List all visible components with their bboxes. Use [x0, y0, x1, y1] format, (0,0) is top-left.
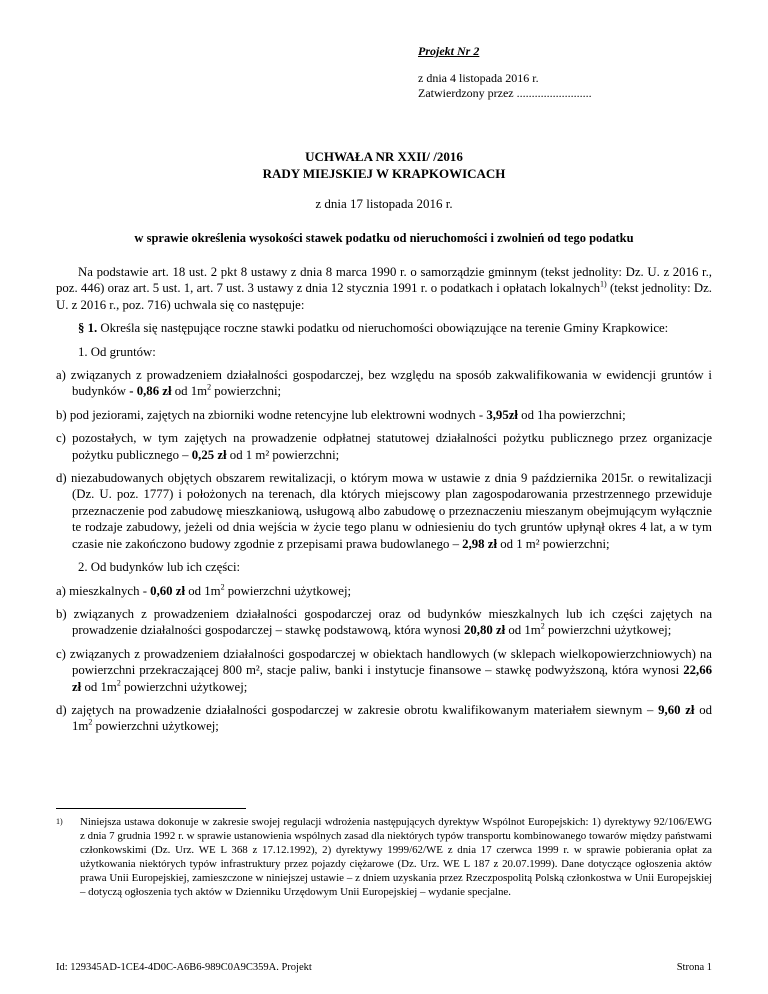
list-item: [56, 470, 712, 552]
item-text: od 1m: [72, 702, 712, 734]
item-text: b) pod jeziorami, zajętych na zbiorniki wodne retencyjne lub elektrowni wodnych -: [56, 407, 487, 422]
section-2-heading: 2. Od budynków lub ich części:: [78, 560, 241, 575]
preamble-text-b: (tekst jednolity: Dz. U. z 2016 r., poz. 716) uchwala się co następuje:: [56, 281, 713, 312]
item-text: powierzchni użytkowej;: [224, 583, 352, 598]
section-1-heading: 1. Od gruntów:: [78, 344, 156, 359]
item-text: powierzchni użytkowej;: [92, 719, 219, 734]
paragraph-label: § 1.: [78, 321, 98, 336]
document-body: [56, 264, 712, 742]
item-text: od 1m: [81, 679, 117, 694]
preamble: [56, 264, 712, 313]
rate-value: 2,98 zł: [462, 536, 498, 551]
footnote-ref: 1): [600, 280, 607, 290]
item-text: a) mieszkalnych -: [56, 583, 151, 598]
resolution-title: [0, 148, 768, 182]
list-item: [56, 583, 712, 599]
rate-value: 3,95zł: [486, 407, 518, 422]
unit-exponent: 2: [540, 622, 545, 632]
item-text: a) związanych z prowadzeniem działalności gospodarczej, bez względu na sposób zakwalifikowania w ewidencji gruntów i budynków: [56, 368, 712, 399]
item-text: powierzchni;: [211, 384, 282, 399]
list-item: [56, 367, 712, 400]
list-item: [56, 407, 712, 423]
item-text: b) związanych z prowadzeniem działalności gospodarczej oraz od budynków mieszkalnych lub ich części zajętych na prowadzenie działalności gospodarczej – stawkę podstawową, która wynosi: [56, 606, 712, 638]
item-text: d) niezabudowanych objętych obszarem rewitalizacji, o którym mowa w ustawie z dnia 9 października 2015r. o rewitalizacji (Dz. U. poz. 1777) i położonych na terenach, dla których miejscowy plan zagospodarowania przestrzennego przewiduje przeznaczenie pod zabudowę mieszkaniową, usługową albo zabudowę o przeznaczeniu mieszanym obejmującym wyłącznie te rodzaje zabudowy, jeżeli od dnia wejścia w życie tego planu w odniesieniu do tych gruntów upłynął okres 4 lat, a w tym czasie nie zakończono budowy zgodnie z przepisami prawa budowlanego –: [56, 471, 712, 551]
list-item: [56, 606, 712, 639]
unit-exponent: 2: [88, 718, 93, 728]
footnote: [56, 815, 712, 899]
list-item: [56, 702, 712, 735]
item-text: od 1m: [171, 384, 208, 399]
item-text: c) związanych z prowadzeniem działalności gospodarczej w obiektach handlowych (w sklepach wielkopowierzchniowych) na powierzchni przekraczającej 800 m², stacje paliw, banki i instytucje finansowe – stawkę podwyższoną, która wynosi: [56, 646, 712, 678]
document-id: Id: 129345AD-1CE4-4D0C-A6B6-989C0A9C359A. Projekt: [56, 962, 312, 973]
footnote-text: Niniejsza ustawa dokonuje w zakresie swojej regulacji wdrożenia następujących dyrektyw Wspólnot Europejskich: 1) dyrektywy 92/106/EWG z dnia 7 grudnia 1992 r. w sprawie ustanowienia wspólnych zasad dla niektórych typów transportu kombinowanego towarów między państwami członkowskimi (Dz. Urz. WE L 368 z 17.12.1992), 2) dyrektywy 1999/62/WE z dnia 17 czerwca 1999 r. w sprawie pobierania opłat za użytkowania niektórych typów infrastruktury przez pojazdy ciężarowe (Dz. Urz. WE L 187 z 20.07.1999). Dane dotyczące ogłoszenia aktów prawa Unii Europejskiej, zamieszczone w niniejszej ustawie – z dniem uzyskania przez Rzeczpospolitą Polską członkostwa w Unii Europejskiej – dotyczą ogłoszenia tych aktów w Dzienniku Urzędowym Unii Europejskiej – wydanie specjalne.: [80, 816, 712, 898]
item-text: od 1 m² powierzchni;: [497, 536, 610, 551]
rate-value: 9,60 zł: [658, 702, 695, 717]
item-text: od 1ha powierzchni;: [517, 407, 626, 422]
item-text: powierzchni użytkowej;: [120, 679, 248, 694]
project-date: z dnia 4 listopada 2016 r.: [418, 71, 539, 85]
paragraph-1: [56, 320, 712, 336]
rate-value: 0,25 zł: [191, 447, 227, 462]
item-text: d) zajętych na prowadzenie działalności gospodarczej w zakresie obrotu kwalifikowanym materiałem siewnym –: [56, 702, 659, 717]
unit-exponent: 2: [116, 678, 121, 688]
paragraph-text: Określa się następujące roczne stawki podatku od nieruchomości obowiązujące na terenie Gminy Krapkowice:: [97, 321, 669, 336]
item-text: od 1 m² powierzchni;: [226, 447, 340, 462]
rate-value: 20,80 zł: [463, 623, 506, 638]
item-text: od 1m: [505, 623, 541, 638]
unit-exponent: 2: [220, 582, 225, 592]
title-line-2: RADY MIEJSKIEJ W KRAPKOWICACH: [262, 166, 506, 181]
resolution-subject: w sprawie określenia wysokości stawek podatku od nieruchomości i zwolnień od tego podatku: [134, 231, 634, 245]
project-header: [418, 44, 718, 101]
list-item: [56, 646, 712, 695]
preamble-text-a: Na podstawie art. 18 ust. 2 pkt 8 ustawy z dnia 8 marca 1990 r. o samorządzie gminnym (tekst jednolity: Dz. U. z 2016 r., poz. 446) oraz art. 5 ust. 1, art. 7 ust. 3 ustawy z dnia 12 stycznia 1991 r. o podatkach i opłatach lokalnych: [56, 265, 712, 296]
project-label: Projekt Nr 2: [418, 44, 480, 58]
approved-by: Zatwierdzony przez .........................: [418, 86, 592, 100]
item-text: powierzchni użytkowej;: [544, 623, 672, 638]
rate-value: - 0,86 zł: [129, 384, 172, 399]
footnote-mark: 1): [56, 817, 63, 826]
footnote-divider: [56, 808, 246, 809]
unit-exponent: 2: [207, 383, 212, 393]
list-item: [56, 430, 712, 463]
resolution-date: z dnia 17 listopada 2016 r.: [315, 196, 453, 211]
page-number: Strona 1: [676, 962, 712, 973]
item-text: c) pozostałych, w tym zajętych na prowadzenie odpłatnej statutowej działalności pożytku publicznego przez organizacje pożytku publicznego –: [56, 431, 712, 462]
rate-value: 0,60 zł: [150, 583, 186, 598]
item-text: od 1m: [185, 583, 221, 598]
title-line-1: UCHWAŁA NR XXII/ /2016: [305, 149, 463, 164]
rate-value: 22,66 zł: [72, 663, 712, 694]
